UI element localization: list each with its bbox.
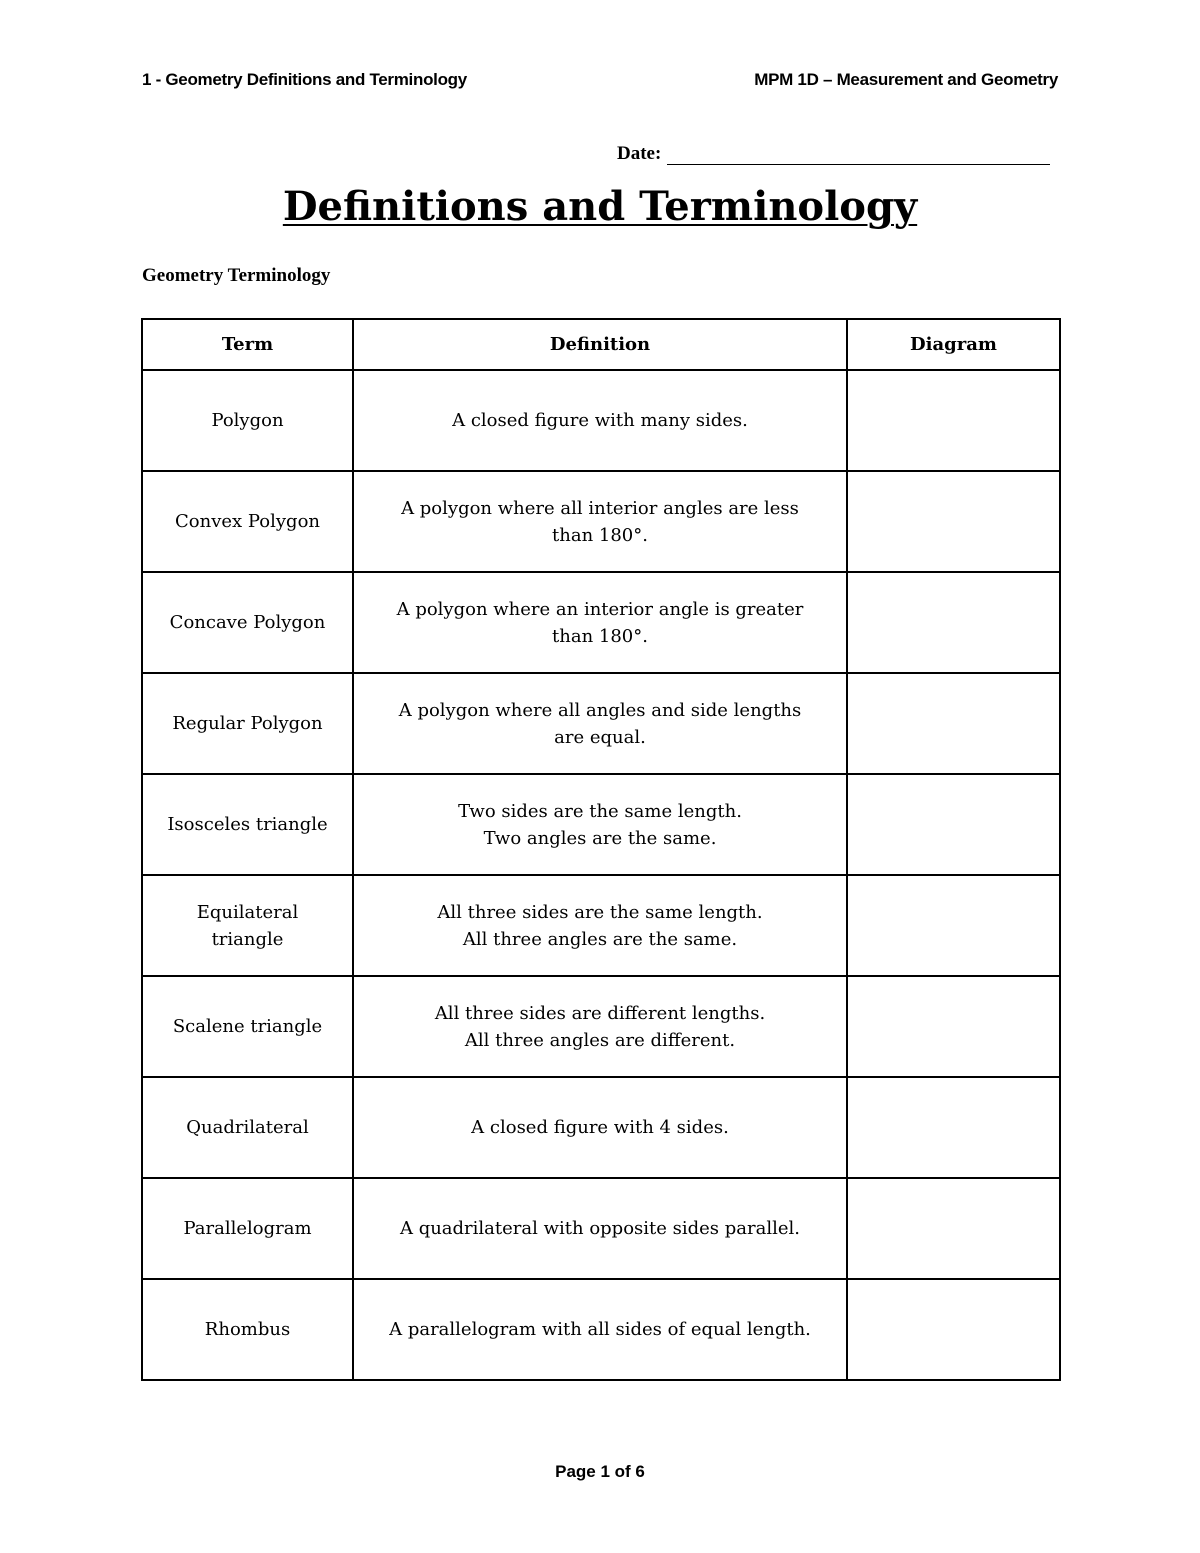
definition-text: A closed figure with many sides. bbox=[452, 410, 748, 431]
diagram-cell[interactable] bbox=[847, 572, 1060, 673]
term-text: Rhombus bbox=[204, 1319, 291, 1340]
table-row bbox=[142, 1279, 1060, 1380]
definition-cell bbox=[353, 1279, 847, 1380]
term-text: Regular Polygon bbox=[172, 713, 323, 734]
page-title: Definitions and Terminology bbox=[282, 183, 918, 230]
definition-text: Two angles are the same. bbox=[483, 827, 717, 849]
terminology-table bbox=[141, 318, 1061, 1381]
header-term: Term bbox=[142, 319, 353, 370]
definition-cell bbox=[353, 471, 847, 572]
definition-cell bbox=[353, 370, 847, 471]
term-cell bbox=[142, 1279, 353, 1380]
diagram-cell[interactable] bbox=[847, 471, 1060, 572]
term-cell bbox=[142, 673, 353, 774]
definition-cell bbox=[353, 572, 847, 673]
definition-text: All three angles are the same. bbox=[462, 928, 738, 950]
term-text: Scalene triangle bbox=[172, 1016, 323, 1037]
table-row bbox=[142, 875, 1060, 976]
diagram-cell[interactable] bbox=[847, 976, 1060, 1077]
header-right-text: MPM 1D – Measurement and Geometry bbox=[754, 70, 1058, 89]
term-text: triangle bbox=[211, 928, 284, 950]
term-cell bbox=[142, 370, 353, 471]
term-cell bbox=[142, 572, 353, 673]
definition-text: are equal. bbox=[554, 726, 646, 748]
definition-text: A polygon where all interior angles are less bbox=[401, 497, 799, 519]
definition-cell bbox=[353, 1178, 847, 1279]
date-field bbox=[617, 143, 1050, 165]
header-definition: Definition bbox=[353, 319, 847, 370]
definition-text: than 180°. bbox=[552, 625, 648, 647]
definition-cell bbox=[353, 774, 847, 875]
header-diagram: Diagram bbox=[847, 319, 1060, 370]
definition-text: All three sides are different lengths. bbox=[434, 1002, 766, 1024]
table-row bbox=[142, 1178, 1060, 1279]
table-row bbox=[142, 471, 1060, 572]
definition-text: All three sides are the same length. bbox=[437, 901, 763, 923]
term-cell bbox=[142, 1077, 353, 1178]
table-row bbox=[142, 1077, 1060, 1178]
section-title: Geometry Terminology bbox=[142, 265, 331, 286]
term-cell bbox=[142, 1178, 353, 1279]
definition-text: A polygon where all angles and side lengths bbox=[398, 699, 802, 721]
diagram-cell[interactable] bbox=[847, 1077, 1060, 1178]
term-text: Isosceles triangle bbox=[167, 814, 328, 835]
term-text: Concave Polygon bbox=[169, 612, 326, 633]
diagram-cell[interactable] bbox=[847, 875, 1060, 976]
diagram-cell[interactable] bbox=[847, 1279, 1060, 1380]
term-cell bbox=[142, 875, 353, 976]
definition-text: Two sides are the same length. bbox=[458, 800, 742, 822]
term-text: Quadrilateral bbox=[186, 1117, 309, 1138]
definition-cell bbox=[353, 875, 847, 976]
table-header-row bbox=[142, 319, 1060, 370]
table-row bbox=[142, 774, 1060, 875]
header-left-text: 1 - Geometry Definitions and Terminology bbox=[142, 70, 467, 89]
term-cell bbox=[142, 976, 353, 1077]
definition-text: All three angles are different. bbox=[464, 1029, 736, 1051]
definition-cell bbox=[353, 673, 847, 774]
definition-text: A quadrilateral with opposite sides parallel. bbox=[399, 1218, 801, 1239]
definition-text: A closed figure with 4 sides. bbox=[471, 1117, 729, 1138]
term-text: Parallelogram bbox=[183, 1218, 312, 1239]
term-cell bbox=[142, 774, 353, 875]
definition-cell bbox=[353, 976, 847, 1077]
term-text: Polygon bbox=[211, 410, 284, 431]
diagram-cell[interactable] bbox=[847, 370, 1060, 471]
diagram-cell[interactable] bbox=[847, 774, 1060, 875]
page-number: Page 1 of 6 bbox=[555, 1462, 645, 1481]
diagram-cell[interactable] bbox=[847, 1178, 1060, 1279]
table-row bbox=[142, 370, 1060, 471]
table-row bbox=[142, 572, 1060, 673]
definition-text: than 180°. bbox=[552, 524, 648, 546]
table-row bbox=[142, 673, 1060, 774]
definition-text: A polygon where an interior angle is greater bbox=[396, 598, 804, 620]
term-cell bbox=[142, 471, 353, 572]
definition-text: A parallelogram with all sides of equal length. bbox=[389, 1319, 811, 1340]
date-blank-line[interactable] bbox=[667, 146, 1050, 165]
date-label: Date: bbox=[617, 143, 662, 164]
term-text: Equilateral bbox=[196, 901, 299, 923]
term-text: Convex Polygon bbox=[175, 511, 320, 532]
table-row bbox=[142, 976, 1060, 1077]
definition-cell bbox=[353, 1077, 847, 1178]
diagram-cell[interactable] bbox=[847, 673, 1060, 774]
